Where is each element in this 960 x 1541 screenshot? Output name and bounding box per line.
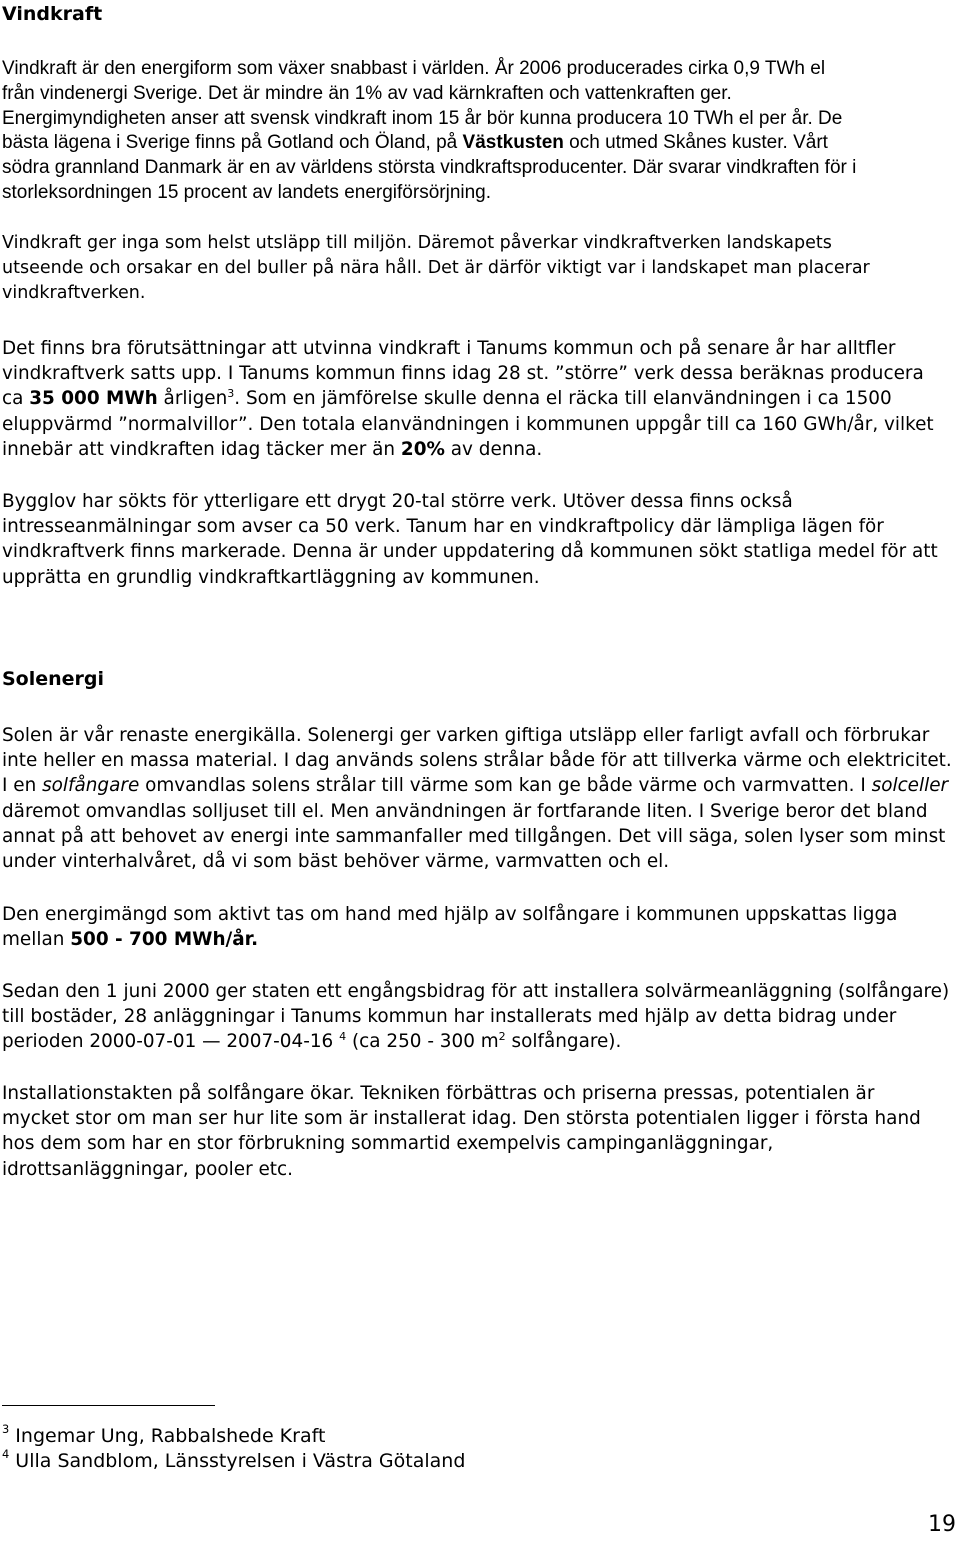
text-segment: södra grannland Danmark är en av världens största vindkraftsproducenter. Där svarar vindkraften för i [2, 157, 857, 179]
text-line [2, 1131, 958, 1156]
text-line [2, 979, 958, 1004]
paragraph-vindkraft-1 [2, 57, 958, 206]
text-segment: (ca 250 - 300 m [346, 1031, 499, 1053]
paragraph-vindkraft-3 [2, 336, 958, 462]
text-segment: solfångare [42, 775, 140, 797]
text-segment: Solen är vår renaste energikälla. Solenergi ger varken giftiga utsläpp eller farligt avfall och förbrukar [2, 725, 930, 746]
text-line [2, 437, 958, 462]
paragraph-vindkraft-2 [2, 231, 958, 305]
text-line [2, 336, 958, 361]
page-number: 19 [928, 1512, 956, 1537]
text-segment: hos dem som har en stor förbrukning sommartid exempelvis campinganläggningar, [2, 1133, 774, 1155]
text-segment: av denna. [444, 438, 543, 460]
text-segment: Den energimängd som aktivt tas om hand med hjälp av solfångare i kommunen uppskattas ligga [2, 904, 898, 925]
paragraph-solenergi-3 [2, 979, 958, 1055]
text-segment: annat på att behovet av energi inte sammanfaller med tillgången. Det vill säga, solen lyser som minst [2, 825, 946, 847]
paragraph-vindkraft-4 [2, 489, 958, 590]
text-line [2, 386, 958, 411]
text-segment: vindkraftverk finns markerade. Denna är under uppdatering då kommunen sökt statliga medel för att [2, 541, 938, 563]
text-segment: däremot omvandlas solljuset till el. Men användningen är fortfarande liten. I Sverige beror det bland [2, 800, 928, 822]
text-segment: upprätta en grundlig vindkraftkartläggning av kommunen. [2, 566, 540, 588]
footnote-ref: 4 [339, 1030, 347, 1044]
footnote-text: Ulla Sandblom, Länsstyrelsen i Västra Götaland [15, 1450, 466, 1472]
text-line [2, 748, 958, 773]
text-line [2, 723, 958, 748]
footnote-4 [2, 1449, 465, 1473]
text-line [2, 565, 958, 590]
heading-solenergi: Solenergi [2, 668, 105, 690]
text-segment: mycket stor om man ser hur lite som är installerat idag. Den största potentialen ligger i första hand [2, 1108, 921, 1130]
text-segment: inte heller en massa material. I dag används solens strålar både för att tillverka värme och elektricitet. [2, 750, 952, 772]
text-segment: Västkusten [462, 132, 564, 154]
text-segment: under vinterhalvåret, då vi som bäst behöver värme, varmvatten och el. [2, 851, 670, 873]
text-segment: Vindkraft ger inga som helst utsläpp till miljön. Däremot påverkar vindkraftverken landskapets [2, 233, 832, 253]
text-line [2, 1004, 958, 1029]
text-segment: storleksordningen 15 procent av landets energiförsörjning. [2, 181, 492, 203]
text-segment: Sedan den 1 juni 2000 ger staten ett engångsbidrag för att installera solvärmeanläggning (solfångare) [2, 981, 950, 1002]
text-line [2, 281, 958, 306]
text-line [2, 1106, 958, 1131]
text-segment: vindkraftverken. [2, 282, 146, 303]
text-line [2, 773, 958, 798]
text-segment: årligen [157, 388, 228, 410]
text-segment: mellan [2, 929, 71, 951]
text-segment: från vindenergi Sverige. Det är mindre än 1% av vad kärnkraften och vattenkraften ger. [2, 82, 732, 104]
footnote-number: 4 [2, 1447, 10, 1461]
heading-vindkraft: Vindkraft [2, 3, 103, 25]
footnote-3 [2, 1424, 325, 1448]
text-segment: utseende och orsakar en del buller på nära håll. Det är därför viktigt var i landskapet man placerar [2, 257, 870, 278]
text-segment: 500 - 700 MWh/år. [70, 929, 259, 951]
text-line [2, 131, 958, 156]
text-segment: intresseanmälningar som avser ca 50 verk. Tanum har en vindkraftpolicy där lämpliga lägen för [2, 516, 884, 538]
text-line [2, 849, 958, 874]
text-segment: innebär att vindkraften idag täcker mer än [2, 438, 401, 460]
text-line [2, 107, 958, 132]
text-segment: Bygglov har sökts för ytterligare ett drygt 20-tal större verk. Utöver dessa finns också [2, 491, 793, 512]
footnote-separator [2, 1405, 215, 1406]
text-segment: perioden 2000-07-01 — 2007-04-16 [2, 1031, 340, 1053]
paragraph-solenergi-1 [2, 723, 958, 874]
text-line [2, 256, 958, 281]
footnote-number: 3 [2, 1422, 10, 1436]
text-segment: Energimyndigheten anser att svensk vindkraft inom 15 år bör kunna producera 10 TWh el per år. De [2, 107, 843, 129]
paragraph-solenergi-4 [2, 1081, 958, 1182]
text-segment: till bostäder, 28 anläggningar i Tanums kommun har installerats med hjälp av detta bidrag under [2, 1006, 897, 1028]
text-segment: bästa lägena i Sverige finns på Gotland och Öland, på [2, 132, 463, 154]
text-line [2, 181, 958, 206]
text-segment: . Som en jämförelse skulle denna el räcka till elanvändningen i ca 1500 [234, 388, 892, 410]
text-line [2, 156, 958, 181]
text-line [2, 231, 958, 256]
footnote-ref: 2 [498, 1030, 506, 1044]
text-line [2, 1157, 958, 1182]
text-segment: solceller [871, 775, 949, 797]
text-line [2, 902, 958, 927]
text-line [2, 927, 958, 952]
text-segment: idrottsanläggningar, pooler etc. [2, 1158, 293, 1180]
text-line [2, 539, 958, 564]
footnote-text: Ingemar Ung, Rabbalshede Kraft [15, 1425, 326, 1447]
text-segment: Vindkraft är den energiform som växer snabbast i världen. År 2006 producerades cirka 0,9 TWh el [2, 58, 826, 79]
paragraph-solenergi-2 [2, 902, 958, 952]
text-line [2, 799, 958, 824]
text-segment: Installationstakten på solfångare ökar. Tekniken förbättras och priserna pressas, potentialen är [2, 1083, 875, 1104]
text-segment: 20% [400, 438, 445, 460]
footnote-ref: 3 [227, 387, 235, 401]
text-segment: Det finns bra förutsättningar att utvinna vindkraft i Tanums kommun och på senare år har alltfler [2, 338, 896, 359]
text-line [2, 57, 958, 82]
text-line [2, 361, 958, 386]
text-segment: I en [2, 775, 43, 797]
text-line [2, 489, 958, 514]
text-segment: 35 000 MWh [29, 388, 158, 410]
text-segment: omvandlas solens strålar till värme som kan ge både värme och varmvatten. I [139, 775, 872, 797]
text-segment: vindkraftverk satts upp. I Tanums kommun finns idag 28 st. ”större” verk dessa beräknas producera [2, 363, 924, 385]
text-segment: eluppvärmd ”normalvillor”. Den totala elanvändningen i kommunen uppgår till ca 160 GWh/år, vilket [2, 413, 934, 435]
text-line [2, 514, 958, 539]
text-segment: ca [2, 388, 30, 410]
text-segment: solfångare). [505, 1031, 622, 1053]
text-line [2, 824, 958, 849]
text-line [2, 82, 958, 107]
text-line [2, 1029, 958, 1054]
text-line [2, 1081, 958, 1106]
text-line [2, 412, 958, 437]
text-segment: och utmed Skånes kuster. Vårt [563, 132, 828, 154]
